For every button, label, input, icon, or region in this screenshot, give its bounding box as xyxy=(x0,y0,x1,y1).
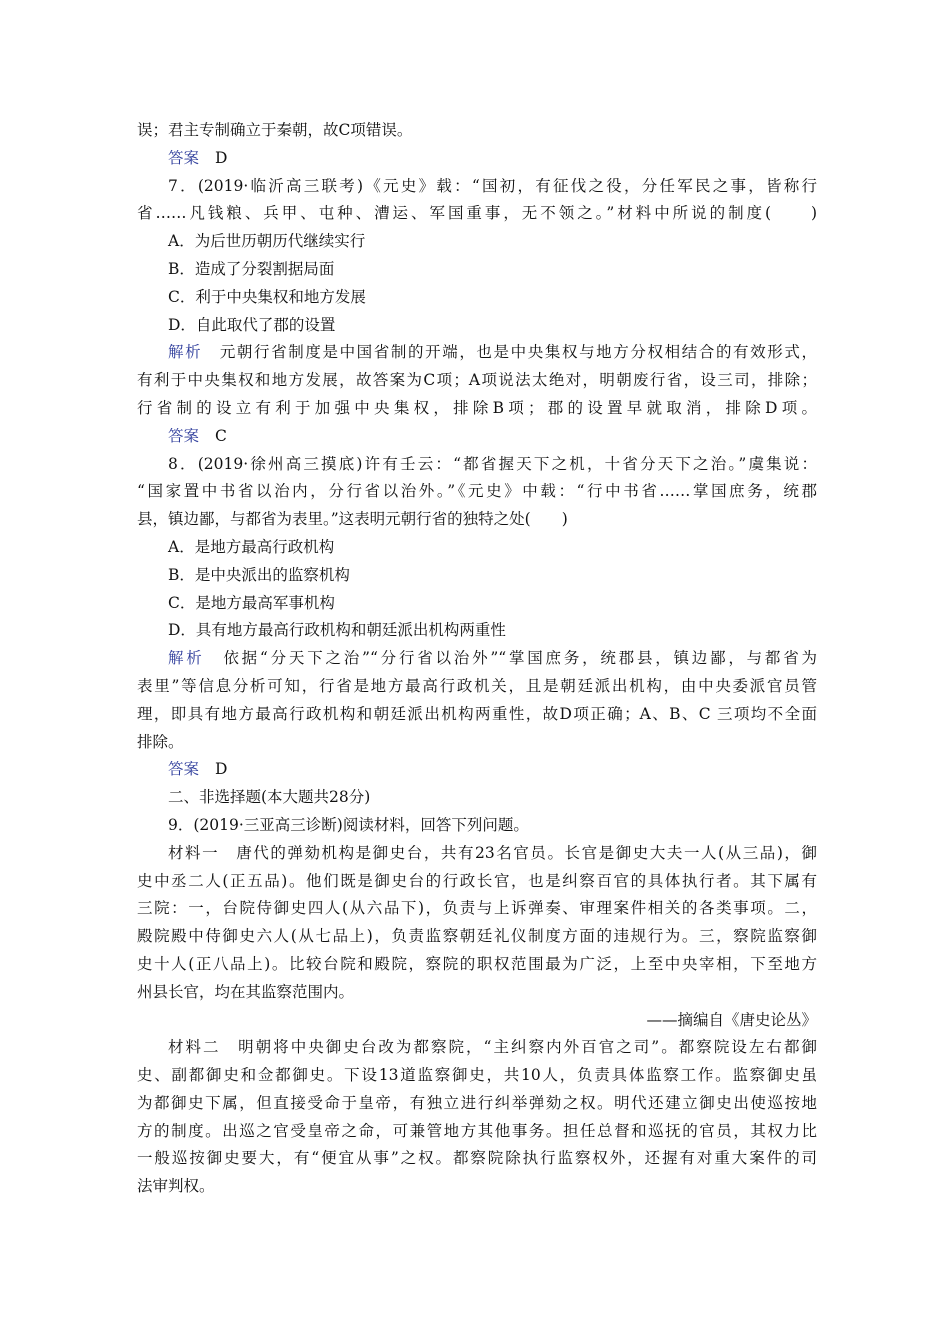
material-1-line-1: 材料一 唐代的弹劾机构是御史台，共有23名官员。长官是御史大夫一人(从三品)，御 xyxy=(168,843,817,862)
material-1-source: ——摘编自《唐史论丛》 xyxy=(646,1010,817,1029)
answer-value: D xyxy=(215,760,228,779)
q7-option-b: B．造成了分裂割据局面 xyxy=(168,259,335,278)
q7-stem-line-1: 7．(2019·临沂高三联考)《元史》载：“国初，有征伐之役，分任军民之事，皆称行 xyxy=(168,176,817,195)
continuation-text: 误；君主专制确立于秦朝，故C项错误。 xyxy=(137,121,413,139)
document-page xyxy=(137,117,817,1201)
answer-value: D xyxy=(215,148,228,167)
analysis-label: 解析 xyxy=(168,649,205,668)
material-1-line-6: 州县长官，均在其监察范围内。 xyxy=(137,982,355,1001)
q7-analysis-line-1: 解析 元朝行省制度是中国省制的开端，也是中央集权与地方分权相结合的有效形式， xyxy=(168,343,817,362)
answer-label: 答案 xyxy=(168,148,200,167)
q8-option-a: A．是地方最高行政机构 xyxy=(168,537,335,556)
answer-6 xyxy=(137,145,817,173)
material-2-line-3: 为都御史下属，但直接受命于皇帝，有独立进行纠举弹劾之权。明代还建立御史出使巡按地 xyxy=(137,1093,817,1112)
material-2-line-1: 材料二 明朝将中央御史台改为都察院，“主纠察内外百官之司”。都察院设左右都御 xyxy=(168,1038,817,1057)
answer-8 xyxy=(137,756,817,784)
q8-option-d: D．具有地方最高行政机构和朝廷派出机构两重性 xyxy=(168,621,506,640)
material-1-line-2: 史中丞二人(正五品)。他们既是御史台的行政长官，也是纠察百官的具体执行者。其下属有 xyxy=(137,871,817,890)
material-2-line-6: 法审判权。 xyxy=(137,1177,215,1196)
answer-7 xyxy=(137,423,817,451)
section-heading: 二、非选择题(本大题共28分) xyxy=(168,788,371,807)
q8-analysis-line-4: 排除。 xyxy=(137,732,184,751)
q7-option-a: A．为后世历朝历代继续实行 xyxy=(168,232,366,251)
answer-value: C xyxy=(215,426,227,445)
material-1-line-3: 三院：一，台院侍御史四人(从六品下)，负责与上诉弹奏、审理案件相关的各类事项。二， xyxy=(137,899,817,918)
q7-analysis-line-2: 有利于中央集权和地方发展，故答案为C项；A项说法太绝对，明朝废行省，设三司，排除； xyxy=(137,371,817,390)
material-2-line-2: 史、副都御史和佥都御史。下设13道监察御史，共10人，负责具体监察工作。监察御史虽 xyxy=(137,1066,817,1085)
material-1-line-5: 史十人(正八品上)。比较台院和殿院，察院的职权范围最为广泛，上至中央宰相，下至地方 xyxy=(137,954,817,973)
q8-stem-line-1: 8．(2019·徐州高三摸底)许有壬云：“都省握天下之机，十省分天下之治。”虞集说： xyxy=(168,454,817,473)
q9-stem: 9．(2019·三亚高三诊断)阅读材料，回答下列问题。 xyxy=(168,815,529,834)
q8-stem-line-3: 县，镇边鄙，与都省为表里。”这表明元朝行省的独特之处( ) xyxy=(137,510,568,529)
q7-option-c: C．利于中央集权和地方发展 xyxy=(168,287,366,306)
analysis-label: 解析 xyxy=(168,343,203,362)
q7-analysis-line-3: 行省制的设立有利于加强中央集权，排除B项；郡的设置早就取消，排除D项。 xyxy=(137,398,817,417)
q8-option-b: B．是中央派出的监察机构 xyxy=(168,565,350,584)
answer-label: 答案 xyxy=(168,426,200,445)
q8-analysis-line-3: 理，即具有地方最高行政机构和朝廷派出机构两重性，故D项正确；A、B、C 三项均不全面 xyxy=(137,704,817,723)
q7-stem-line-2: 省……凡钱粮、兵甲、屯种、漕运、军国重事，无不领之。”材料中所说的制度( ) xyxy=(137,204,817,223)
material-2-line-5: 一般巡按御史要大，有“便宜从事”之权。都察院除执行监察权外，还握有对重大案件的司 xyxy=(137,1149,817,1168)
q8-analysis-line-2: 表里”等信息分析可知，行省是地方最高行政机关，且是朝廷派出机构，由中央委派官员管 xyxy=(137,676,817,695)
material-1-line-4: 殿院殿中侍御史六人(从七品上)，负责监察朝廷礼仪制度方面的违规行为。三，察院监察御 xyxy=(137,927,817,946)
q8-analysis-line-1: 解析 依据“分天下之治”“分行省以治外”“掌国庶务，统郡县，镇边鄙，与都省为 xyxy=(168,649,817,668)
q8-option-c: C．是地方最高军事机构 xyxy=(168,593,335,612)
material-2-line-4: 方的制度。出巡之官受皇帝之命，可兼管地方其他事务。担任总督和巡抚的官员，其权力比 xyxy=(137,1121,817,1140)
answer-label: 答案 xyxy=(168,760,200,779)
q8-stem-line-2: “国家置中书省以治内，分行省以治外。”《元史》中载：“行中书省……掌国庶务，统郡 xyxy=(137,482,817,501)
q7-option-d: D．自此取代了郡的设置 xyxy=(168,315,336,334)
